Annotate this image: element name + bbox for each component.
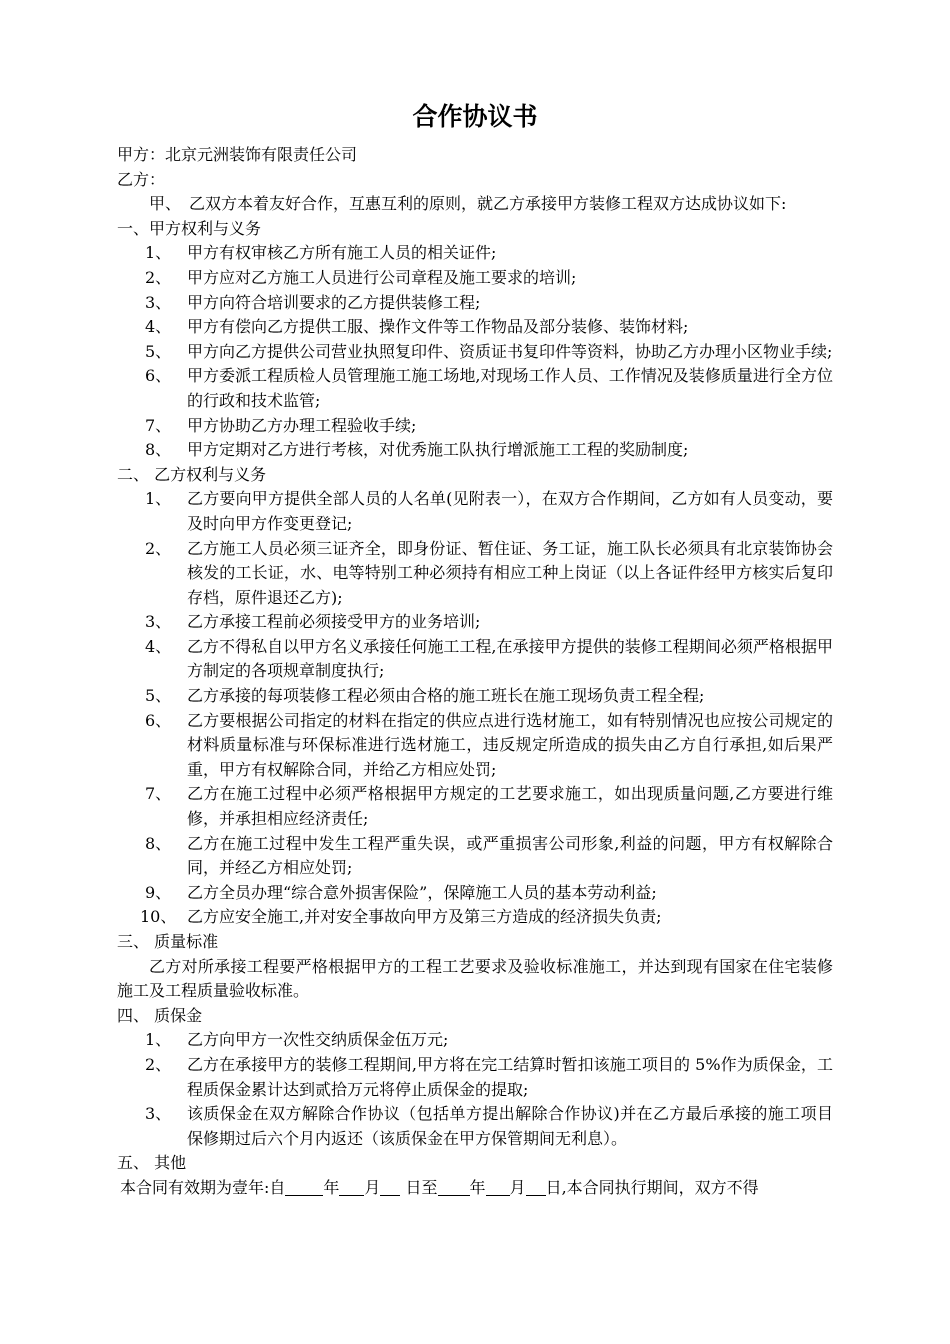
item-number: 8、 bbox=[145, 833, 172, 853]
item-text: 甲方有权审核乙方所有施工人员的相关证件; bbox=[187, 243, 497, 263]
list-item bbox=[117, 291, 833, 316]
list-item bbox=[117, 438, 833, 463]
list-item bbox=[117, 315, 833, 340]
list-item bbox=[117, 1053, 833, 1102]
party-b: 乙方： bbox=[117, 169, 166, 189]
list-item bbox=[117, 340, 833, 365]
item-text: 甲方有偿向乙方提供工服、操作文件等工作物品及部分装修、装饰材料; bbox=[187, 317, 689, 337]
item-text: 乙方要向甲方提供全部人员的人名单(见附表一），在双方合作期间，乙方如有人员变动，要及时向甲方作变更登记; bbox=[187, 489, 833, 533]
item-number: 1、 bbox=[145, 489, 172, 509]
item-number: 1、 bbox=[145, 1030, 172, 1050]
list-item bbox=[117, 610, 833, 635]
blank-year-start bbox=[285, 1179, 323, 1196]
item-text: 乙方在施工过程中必须严格根据甲方规定的工艺要求施工，如出现质量问题,乙方要进行维修，并承担相应经济责任; bbox=[187, 784, 833, 829]
blank-year-end bbox=[438, 1179, 470, 1196]
party-a: 甲方：北京元洲装饰有限责任公司 bbox=[117, 145, 358, 164]
term-text: 日至 bbox=[400, 1177, 438, 1197]
term-text: 本合同有效期为壹年:自 bbox=[120, 1177, 286, 1197]
item-number: 5、 bbox=[145, 686, 172, 706]
item-text: 乙方承接工程前必须接受甲方的业务培训; bbox=[187, 612, 481, 632]
item-text: 甲方向乙方提供公司营业执照复印件、资质证书复印件等资料，协助乙方办理小区物业手续; bbox=[187, 341, 833, 361]
item-text: 乙方在施工过程中发生工程严重失误，或严重损害公司形象,利益的问题，甲方有权解除合同，并经乙方相应处罚; bbox=[187, 833, 833, 878]
term-clause bbox=[117, 1176, 833, 1201]
item-number: 3、 bbox=[145, 292, 172, 312]
item-text: 乙方应安全施工,并对安全事故向甲方及第三方造成的经济损失负责; bbox=[187, 907, 662, 927]
section-heading: 三、 质量标准 bbox=[117, 932, 219, 951]
term-text: 年 bbox=[469, 1177, 486, 1197]
item-number: 6、 bbox=[145, 710, 172, 730]
item-number: 7、 bbox=[145, 784, 172, 804]
section-heading: 一、甲方权利与义务 bbox=[117, 218, 262, 238]
item-text: 乙方向甲方一次性交纳质保金伍万元; bbox=[187, 1030, 449, 1050]
item-number: 2、 bbox=[145, 267, 172, 287]
item-text: 乙方承接的每项装修工程必须由合格的施工班长在施工现场负责工程全程; bbox=[187, 686, 705, 706]
list-item bbox=[117, 684, 833, 709]
document-title: 合作协议书 bbox=[412, 102, 538, 131]
item-text: 乙方不得私自以甲方名义承接任何施工工程,在承接甲方提供的装修工程期间必须严格根据甲方制定的各项规章制度执行; bbox=[187, 636, 833, 681]
list-item bbox=[117, 537, 833, 611]
item-text: 乙方在承接甲方的装修工程期间,甲方将在完工结算时暂扣该施工项目的 5%作为质保金，工程质保金累计达到贰拾万元将停止质保金的提取; bbox=[187, 1054, 833, 1099]
item-number: 4、 bbox=[145, 317, 172, 337]
list-item bbox=[117, 266, 833, 291]
list-item bbox=[117, 782, 833, 831]
document-body bbox=[117, 143, 833, 1201]
item-number: 6、 bbox=[145, 366, 172, 386]
list-item bbox=[117, 1028, 833, 1053]
item-number: 2、 bbox=[145, 1054, 172, 1074]
quality-standard-paragraph: 乙方对所承接工程要严格根据甲方的工程工艺要求及验收标准施工，并达到现有国家在住宅装修施工及工程质量验收标准。 bbox=[117, 956, 833, 1001]
item-number: 3、 bbox=[145, 1104, 172, 1124]
list-item bbox=[117, 414, 833, 439]
term-text: 年 bbox=[323, 1177, 340, 1197]
blank-month-start bbox=[339, 1179, 364, 1196]
item-text: 乙方施工人员必须三证齐全，即身份证、暂住证、务工证，施工队长必须具有北京装饰协会核发的工长证，水、电等特别工种必须持有相应工种上岗证（以上各证件经甲方核实后复印存档，原件退还乙方); bbox=[187, 538, 833, 607]
section4-list bbox=[117, 1028, 833, 1151]
item-number: 7、 bbox=[145, 415, 172, 435]
blank-day-start bbox=[380, 1179, 400, 1196]
list-item bbox=[117, 635, 833, 684]
list-item bbox=[117, 364, 833, 413]
section-heading: 五、 其他 bbox=[117, 1153, 187, 1173]
item-text: 甲方应对乙方施工人员进行公司章程及施工要求的培训; bbox=[187, 267, 577, 287]
section-heading: 二、 乙方权利与义务 bbox=[117, 464, 267, 484]
intro-paragraph: 甲、 乙双方本着友好合作，互惠互利的原则，就乙方承接甲方装修工程双方达成协议如下: bbox=[149, 194, 787, 214]
term-text: 月 bbox=[364, 1177, 381, 1197]
blank-month-end bbox=[486, 1179, 510, 1196]
item-number: 10、 bbox=[140, 907, 177, 927]
section2-list bbox=[117, 487, 833, 930]
item-text: 甲方定期对乙方进行考核，对优秀施工队执行增派施工工程的奖励制度; bbox=[187, 440, 689, 460]
list-item bbox=[117, 881, 833, 906]
item-text: 甲方委派工程质检人员管理施工施工场地,对现场工作人员、工作情况及装修质量进行全方位的行政和技术监管; bbox=[187, 366, 833, 410]
list-item bbox=[117, 709, 833, 783]
item-text: 该质保金在双方解除合作协议（包括单方提出解除合作协议)并在乙方最后承接的施工项目保修期过后六个月内返还（该质保金在甲方保管期间无利息）。 bbox=[187, 1104, 833, 1148]
list-item bbox=[117, 832, 833, 881]
section1-list bbox=[117, 241, 833, 462]
item-number: 1、 bbox=[145, 243, 172, 263]
item-text: 乙方要根据公司指定的材料在指定的供应点进行选材施工，如有特别情况也应按公司规定的材料质量标准与环保标准进行选材施工，违反规定所造成的损失由乙方自行承担,如后果严重，甲方有权解除合同，并给乙方相应处罚; bbox=[187, 710, 833, 779]
item-text: 乙方全员办理“综合意外损害保险”，保障施工人员的基本劳动利益; bbox=[187, 882, 657, 902]
list-item bbox=[117, 241, 833, 266]
term-text: 月 bbox=[509, 1177, 526, 1197]
item-number: 5、 bbox=[145, 341, 172, 361]
item-number: 2、 bbox=[145, 538, 172, 558]
item-number: 8、 bbox=[145, 440, 172, 460]
list-item bbox=[117, 905, 833, 930]
item-number: 9、 bbox=[145, 882, 172, 902]
blank-day-end bbox=[526, 1179, 546, 1196]
term-text: 日,本合同执行期间，双方不得 bbox=[545, 1177, 759, 1197]
item-number: 3、 bbox=[145, 612, 172, 632]
item-text: 甲方协助乙方办理工程验收手续; bbox=[187, 415, 417, 435]
item-text: 甲方向符合培训要求的乙方提供装修工程; bbox=[187, 292, 481, 312]
section-heading: 四、 质保金 bbox=[117, 1005, 203, 1025]
list-item bbox=[117, 487, 833, 536]
list-item bbox=[117, 1102, 833, 1151]
item-number: 4、 bbox=[145, 636, 172, 656]
